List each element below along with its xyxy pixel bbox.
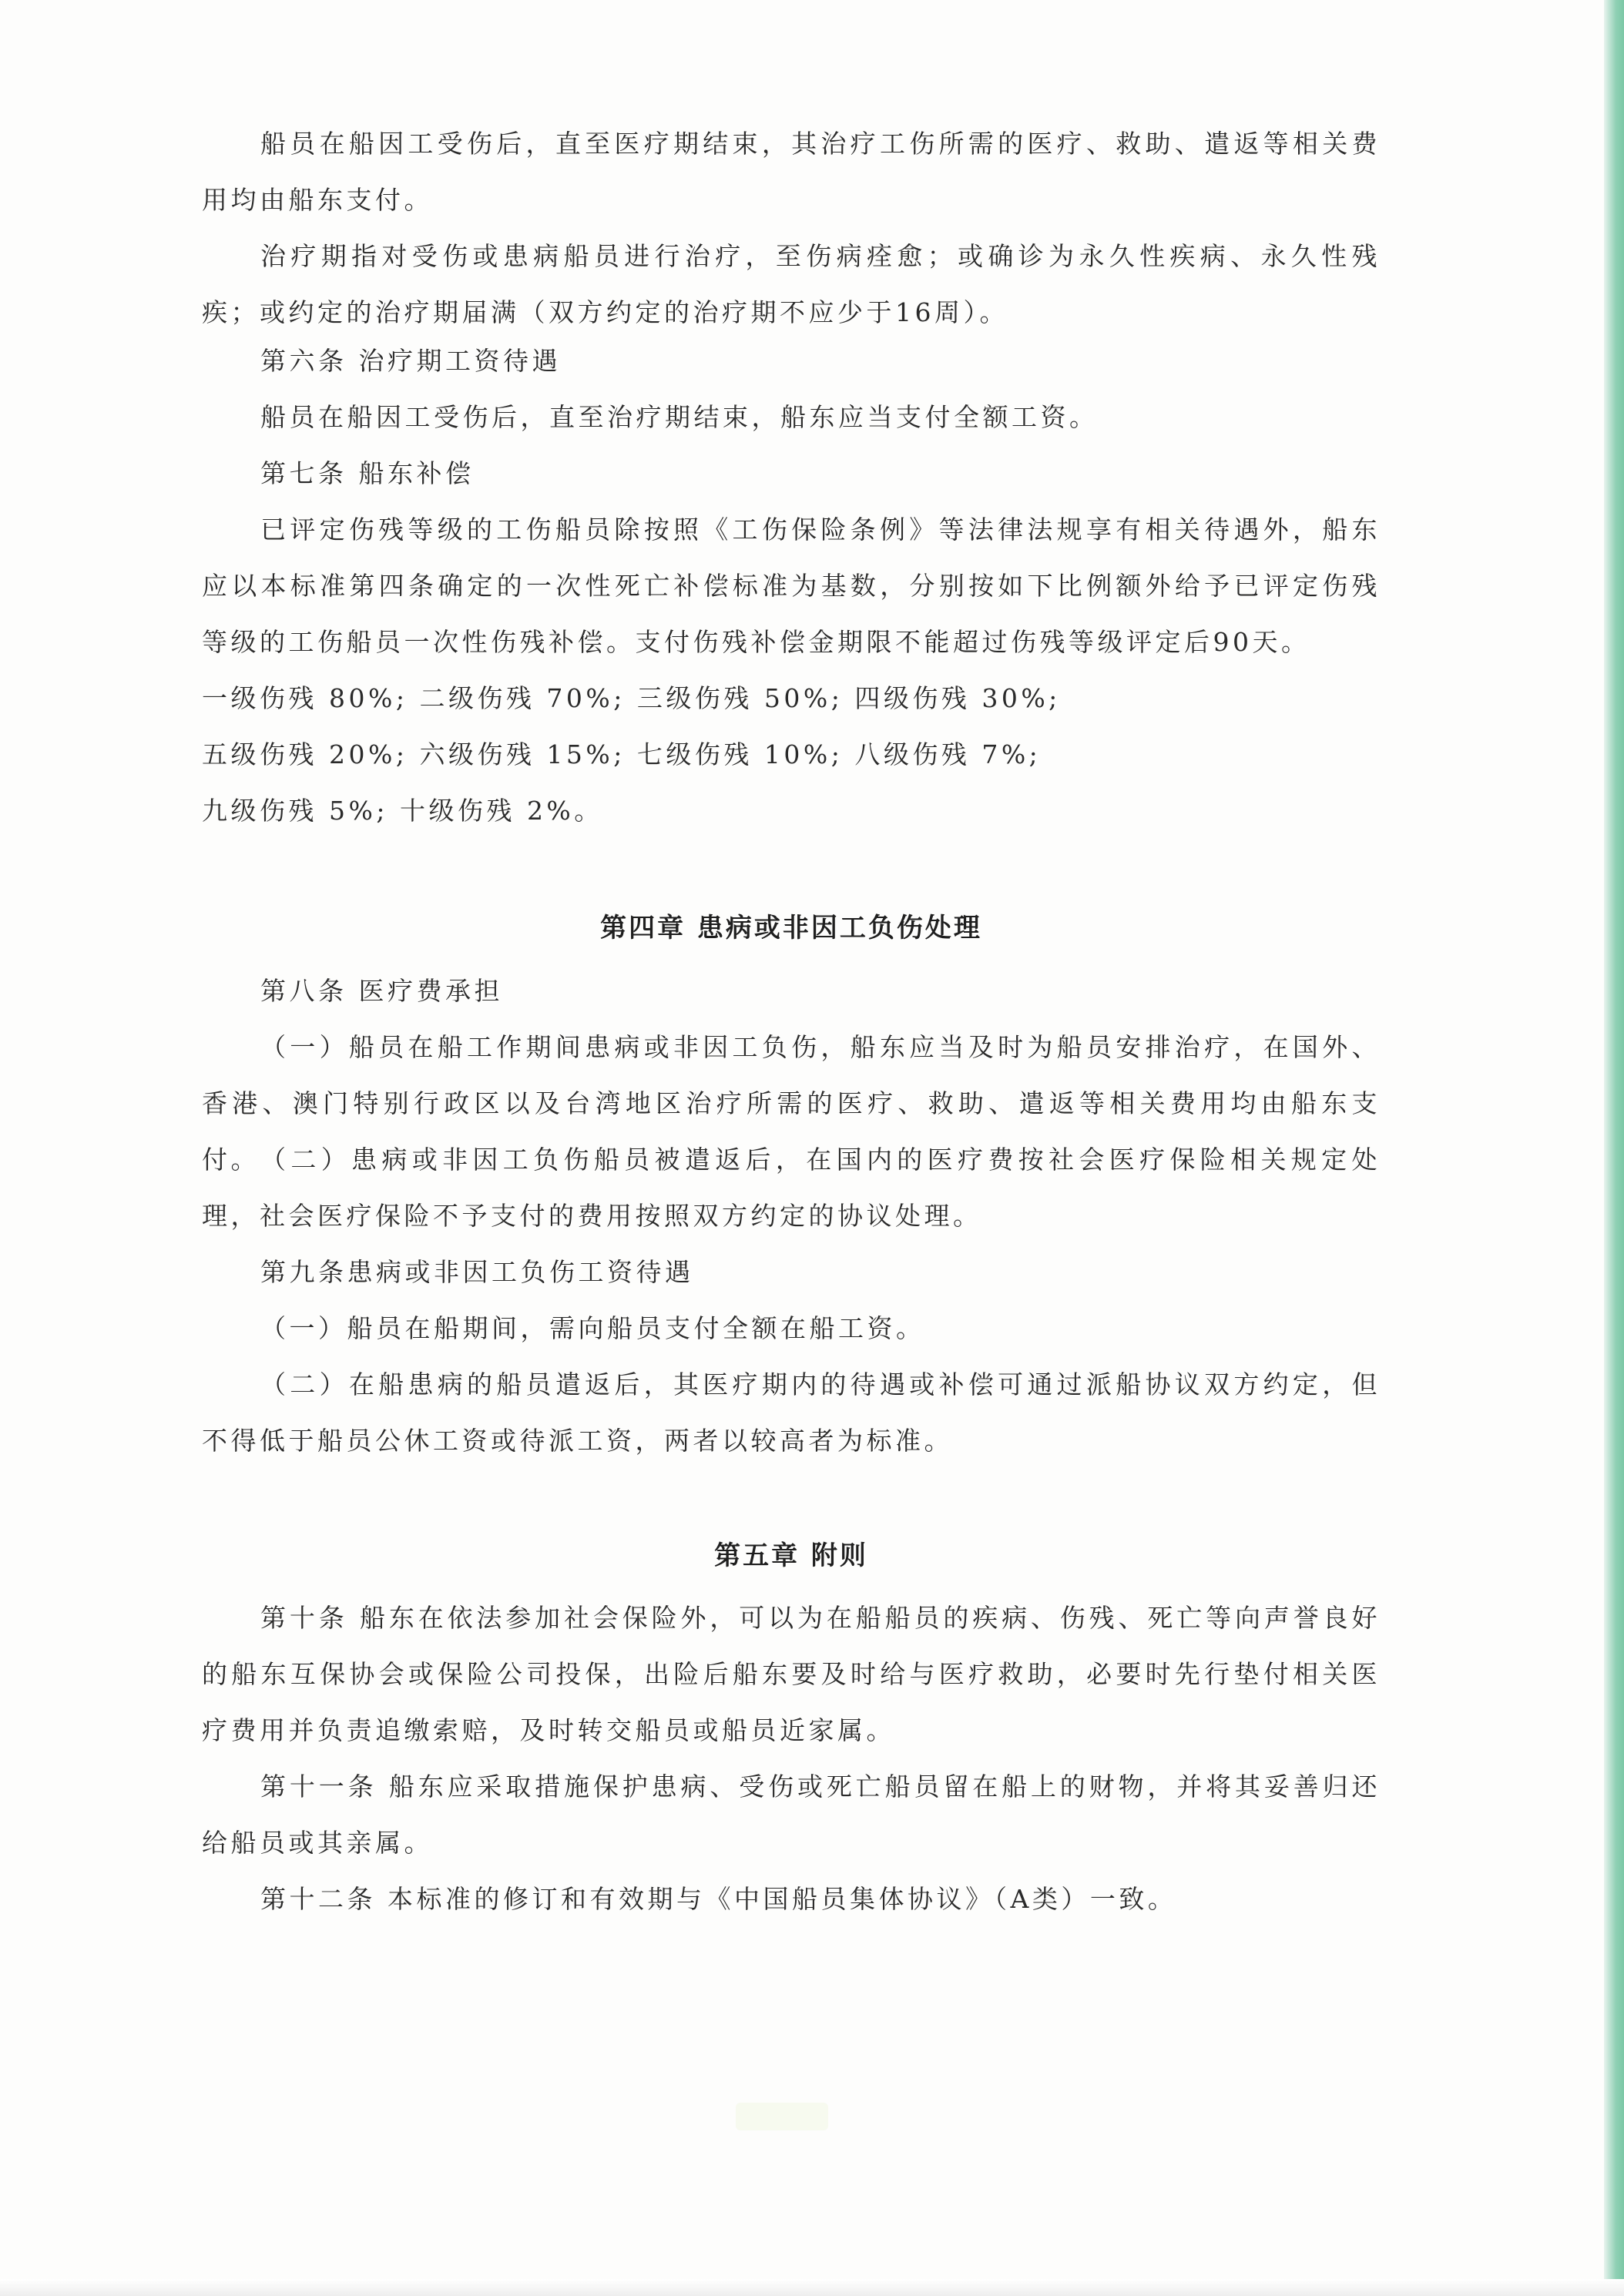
article-6-title: 第六条 治疗期工资待遇 bbox=[260, 346, 561, 376]
article-8-title: 第八条 医疗费承担 bbox=[260, 976, 503, 1006]
chapter-4-heading: 第四章 患病或非因工负伤处理 bbox=[600, 913, 982, 944]
paragraph-medical-abroad: （一）船员在船工作期间患病或非因工负伤，船东应当及时为船员安排治疗，在国外、香港、澳门特别行政区以及台湾地区治疗所需的医疗、救助、遣返等相关费用均由船东支付。 bbox=[202, 1032, 1381, 1175]
article-9-title: 第九条患病或非因工负伤工资待遇 bbox=[260, 1257, 694, 1287]
paragraph-treatment-period: 治疗期指对受伤或患病船员进行治疗，至伤病痊愈；或确诊为永久性疾病、永久性残疾；或约定的治疗期届满（双方约定的治疗期不应少于16周）。 bbox=[202, 241, 1381, 327]
chapter-5-heading: 第五章 附则 bbox=[714, 1540, 868, 1571]
paragraph-medical-domestic: （二）患病或非因工负伤船员被遣返后，在国内的医疗费按社会医疗保险相关规定处理，社会医疗保险不予支付的费用按照双方约定的协议处理。 bbox=[202, 1145, 1381, 1231]
paragraph-repatriation-wages: （二）在船患病的船员遣返后，其医疗期内的待遇或补偿可通过派船协议双方约定，但不得低于船员公休工资或待派工资，两者以较高者为标准。 bbox=[202, 1369, 1381, 1456]
paragraph-onboard-wages: （一）船员在船期间，需向船员支付全额在船工资。 bbox=[260, 1313, 925, 1343]
scan-edge-bottom bbox=[0, 2279, 1624, 2296]
paragraph-full-wages: 船员在船因工受伤后，直至治疗期结束，船东应当支付全额工资。 bbox=[260, 402, 1099, 432]
paragraph-article-11: 第十一条 船东应采取措施保护患病、受伤或死亡船员留在船上的财物，并将其妥善归还给船员或其亲属。 bbox=[202, 1771, 1381, 1858]
disability-grades-line-1: 一级伤残 80%; 二级伤残 70%; 三级伤残 50%; 四级伤残 30%; bbox=[202, 683, 1061, 713]
paragraph-injury-costs: 船员在船因工受伤后，直至医疗期结束，其治疗工伤所需的医疗、救助、遣返等相关费用均由船东支付。 bbox=[202, 129, 1381, 215]
disability-grades-line-2: 五级伤残 20%; 六级伤残 15%; 七级伤残 10%; 八级伤残 7%; bbox=[202, 739, 1042, 769]
paragraph-article-12: 第十二条 本标准的修订和有效期与《中国船员集体协议》（A类）一致。 bbox=[260, 1884, 1177, 1914]
disability-grades-line-3: 九级伤残 5%; 十级伤残 2%。 bbox=[202, 796, 603, 826]
paragraph-article-10: 第十条 船东在依法参加社会保险外，可以为在船船员的疾病、伤残、死亡等向声誉良好的船东互保协会或保险公司投保，出险后船东要及时给与医疗救助，必要时先行垫付相关医疗费用并负责追缴索赔，及时转交船员或船员近家属。 bbox=[202, 1603, 1381, 1745]
scan-edge-right bbox=[1604, 0, 1624, 2296]
paragraph-disability-compensation: 已评定伤残等级的工伤船员除按照《工伤保险条例》等法律法规享有相关待遇外，船东应以本标准第四条确定的一次性死亡补偿标准为基数，分别按如下比例额外给予已评定伤残等级的工伤船员一次性伤残补偿。支付伤残补偿金期限不能超过伤残等级评定后90天。 bbox=[202, 515, 1381, 657]
faint-page-mark bbox=[736, 2103, 828, 2130]
article-7-title: 第七条 船东补偿 bbox=[260, 458, 475, 488]
